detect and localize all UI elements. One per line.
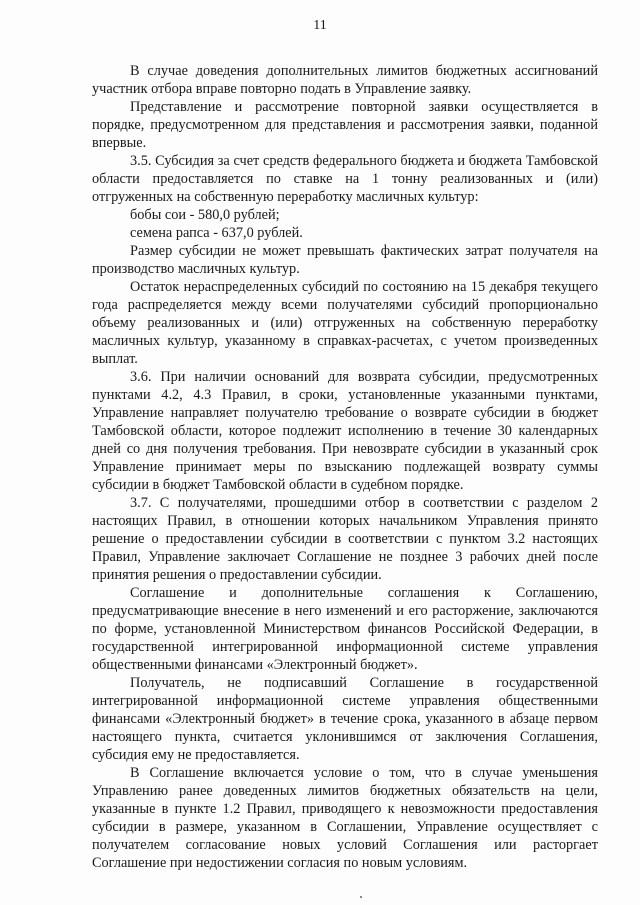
rate-soybeans: бобы сои - 580,0 рублей; [130, 207, 280, 223]
rate-rapeseed: семена рапса - 637,0 рублей. [130, 225, 303, 241]
paragraph-3-5-subsidy-rate: 3.5. Субсидия за счет средств федерального бюджета и бюджета Тамбовской области предоставляется по ставке на 1 тонну реализованных и (или) отгруженных на собственную переработку масличных культур: [92, 153, 598, 205]
paragraph-additional-limits: В случае доведения дополнительных лимитов бюджетных ассигнований участник отбора вправе повторно подать в Управление заявку. [92, 63, 598, 97]
paragraph-remaining-subsidies: Остаток нераспределенных субсидий по состоянию на 15 декабря текущего года распределяется между всеми получателями субсидий пропорционально объему реализованных и (или) отгруженных на собственную переработку масличных культур, указанному в справках-расчетах, с учетом произведенных выплат. [92, 279, 598, 367]
paragraph-unsigned-agreement: Получатель, не подписавший Соглашение в государственной интегрированной информационной системе управления общественными финансами «Электронный бюджет» в течение срока, указанного в абзаце первом настоящего пункта, считается уклонившимся от заключения Соглашения, субсидия ему не предоставляется. [92, 675, 598, 763]
document-body [92, 62, 598, 872]
scan-mark [360, 896, 362, 898]
paragraph-3-6-refund: 3.6. При наличии оснований для возврата субсидии, предусмотренных пунктами 4.2, 4.3 Правил, в сроки, установленные указанными пунктами, Управление направляет получателю требование о возврате субсидии в бюджет Тамбовской области, которое подлежит исполнению в течение 30 календарных дней со дня получения требования. При невозврате субсидии в указанный срок Управление принимает меры по взысканию подлежащей возврату суммы субсидии в бюджет Тамбовской области в судебном порядке. [92, 369, 598, 493]
page-number: 11 [313, 18, 327, 33]
paragraph-limit-reduction: В Соглашение включается условие о том, что в случае уменьшения Управлению ранее доведенных лимитов бюджетных обязательств на цели, указанные в пункте 1.2 Правил, приводящего к невозможности предоставления субсидии в размере, указанном в Соглашении, Управление осуществляет с получателем согласование новых условий Соглашения или расторгает Соглашение при недостижении согласия по новым условиям. [92, 765, 598, 871]
paragraph-3-7-agreement: 3.7. С получателями, прошедшими отбор в соответствии с разделом 2 настоящих Правил, в отношении которых начальником Управления принято решение о предоставлении субсидии в соответствии с пунктом 3.2 настоящих Правил, Управление заключает Соглашение не позднее 3 рабочих дней после принятия решения о предоставлении субсидии. [92, 495, 598, 583]
paragraph-subsidy-limit: Размер субсидии не может превышать фактических затрат получателя на производство масличных культур. [92, 243, 598, 277]
paragraph-repeat-application: Представление и рассмотрение повторной заявки осуществляется в порядке, предусмотренном для представления и рассмотрения заявки, поданной впервые. [92, 99, 598, 151]
paragraph-agreement-form: Соглашение и дополнительные соглашения к Соглашению, предусматривающие внесение в него изменений и его расторжение, заключаются по форме, установленной Министерством финансов Российской Федерации, в государственной интегрированной информационной системе управления общественными финансами «Электронный бюджет». [92, 585, 598, 673]
